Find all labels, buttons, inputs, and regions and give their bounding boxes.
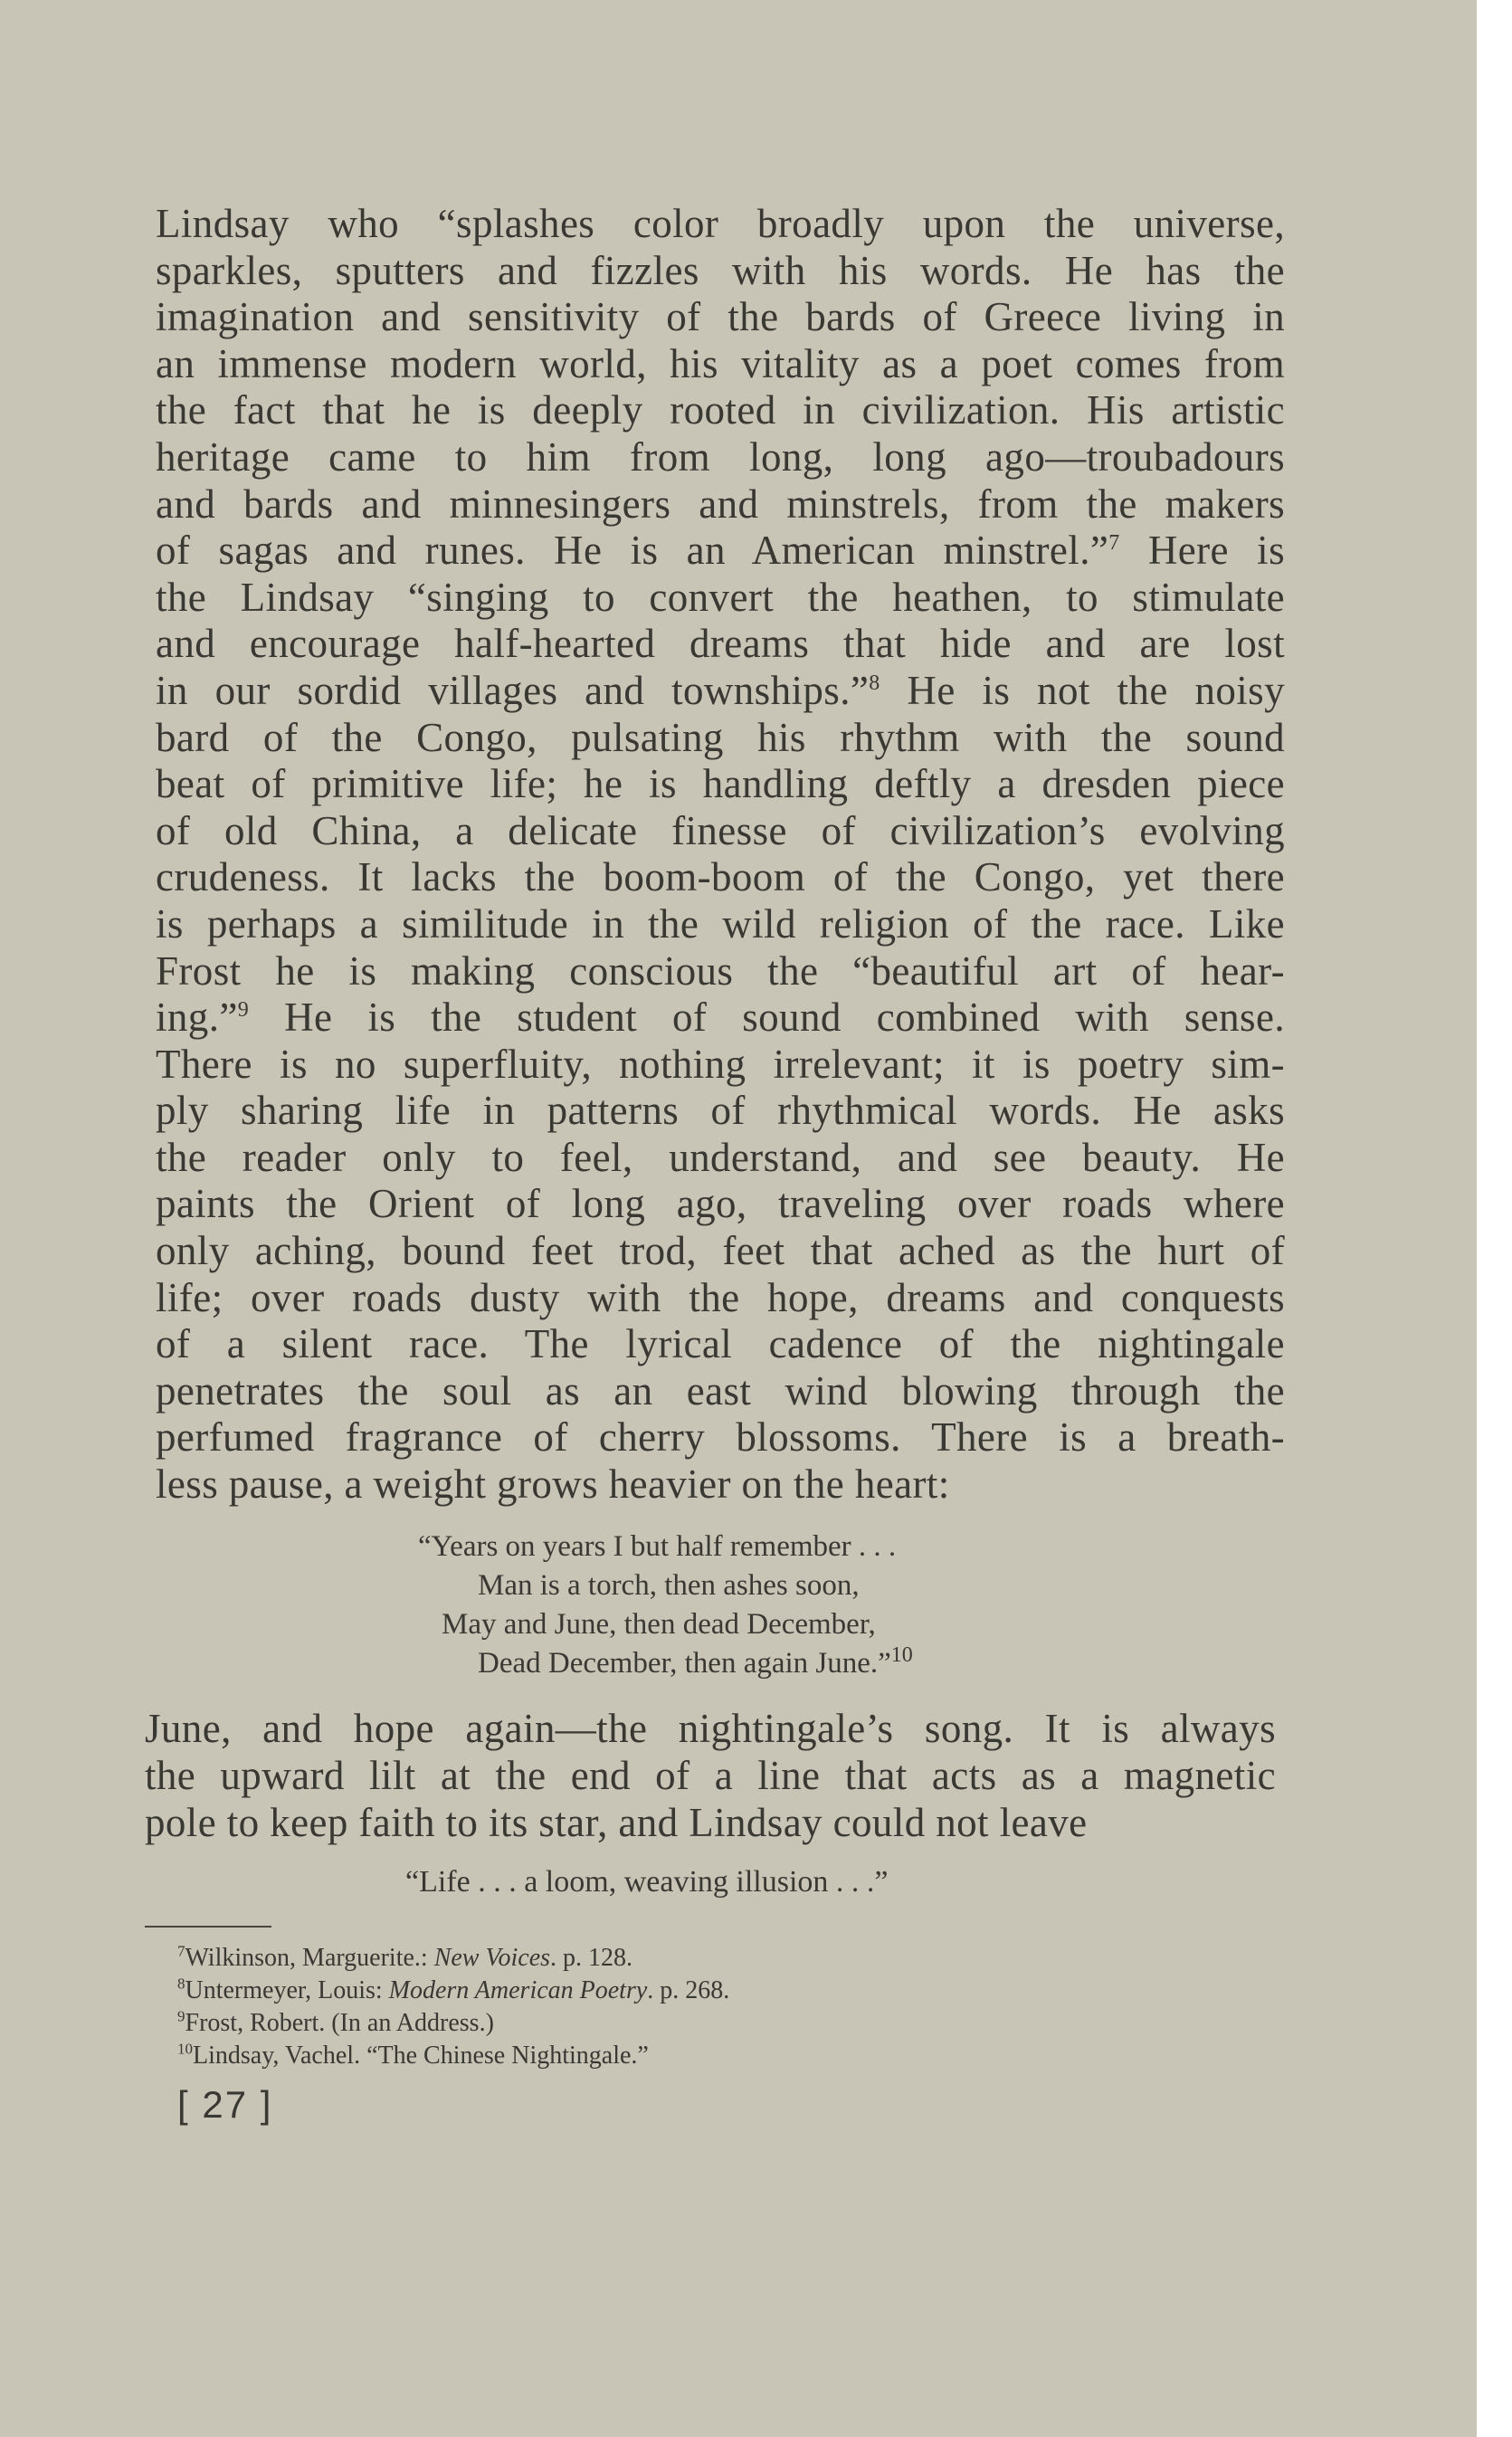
text-line: and encourage half-hearted dreams that hide and are lost — [156, 621, 1285, 667]
text-line: Frost he is making conscious the “beautiful art of hear- — [156, 947, 1285, 994]
footnote-divider — [145, 1926, 271, 1928]
footnote-7 — [177, 1942, 729, 1975]
text-line: sparkles, sputters and fizzles with his words. He has the — [156, 247, 1285, 293]
verse-line-with-footnote — [418, 1644, 913, 1683]
text-line: the reader only to feel, understand, and see beauty. He — [156, 1134, 1285, 1180]
text-segment: ing.” — [156, 995, 238, 1041]
text-line: life; over roads dusty with the hope, dreams and conquests — [156, 1274, 1285, 1320]
text-segment: He is not the noisy — [880, 667, 1285, 713]
footnote-8 — [177, 1975, 729, 2007]
footnote-rest: . p. 268. — [647, 1976, 730, 2004]
text-line: the Lindsay “singing to convert the heathen, to stimulate — [156, 574, 1285, 620]
text-line: an immense modern world, his vitality as a poet comes from — [156, 340, 1285, 386]
page-number: [ 27 ] — [177, 2083, 273, 2126]
life-quote: “Life . . . a loom, weaving illusion . . .” — [405, 1865, 889, 1899]
text-line: Lindsay who “splashes color broadly upon the universe, — [156, 201, 1285, 246]
text-line: of a silent race. The lyrical cadence of the nightingale — [156, 1321, 1285, 1367]
text-line: and bards and minnesingers and minstrels, from the makers — [156, 481, 1285, 527]
footnote-author: Lindsay, Vachel. “The Chinese Nightingale.” — [193, 2042, 649, 2070]
verse-line: Man is a torch, then ashes soon, — [478, 1569, 860, 1602]
verse-line: May and June, then dead December, — [442, 1608, 876, 1641]
text-line-with-footnote — [156, 528, 1285, 575]
footnote-9 — [177, 2007, 729, 2040]
text-line: beat of primitive life; he is handling deftly a dresden piece — [156, 761, 1285, 807]
verse-line: “Years on years I but half remember . . . — [418, 1530, 897, 1563]
text-segment: in our sordid villages and townships.” — [156, 667, 870, 713]
text-line: June, and hope again—the nightingale’s song. It is always — [145, 1706, 1276, 1751]
main-paragraph — [156, 201, 1285, 1509]
footnote-rest: . p. 128. — [550, 1944, 633, 1972]
footnote-author: Frost, Robert. (In an Address.) — [185, 2009, 494, 2037]
continuation-paragraph — [145, 1705, 1276, 1846]
footnotes — [177, 1942, 729, 2072]
text-segment: Here is — [1119, 528, 1286, 574]
footnote-ref-10: 10 — [890, 1643, 913, 1667]
text-line: paints the Orient of long ago, traveling over roads where — [156, 1181, 1285, 1227]
text-segment: Dead December, then again June.” — [478, 1647, 891, 1680]
footnote-author: Wilkinson, Marguerite.: — [185, 1944, 434, 1972]
text-line: is perhaps a similitude in the wild religion of the race. Like — [156, 900, 1285, 947]
text-line: pole to keep faith to its star, and Lindsay could not leave — [145, 1800, 1088, 1845]
text-line-with-footnote — [156, 668, 1285, 715]
text-line: There is no superfluity, nothing irrelevant; it is poetry sim- — [156, 1041, 1285, 1087]
footnote-ref-9: 9 — [237, 998, 250, 1023]
footnote-10 — [177, 2040, 729, 2072]
text-line: penetrates the soul as an east wind blowing through the — [156, 1367, 1285, 1414]
text-line: crudeness. It lacks the boom-boom of the Congo, yet there — [156, 854, 1285, 900]
text-line: the fact that he is deeply rooted in civilization. His artistic — [156, 387, 1285, 433]
text-line: bard of the Congo, pulsating his rhythm with the sound — [156, 714, 1285, 760]
text-line: the upward lilt at the end of a line that acts as a magnetic — [145, 1753, 1276, 1798]
text-line: heritage came to him from long, long ago—troubadours — [156, 433, 1285, 480]
text-segment: of sagas and runes. He is an American minstrel.” — [156, 528, 1109, 574]
footnote-number: 7 — [177, 1942, 185, 1960]
footnote-title: New Voices — [433, 1944, 551, 1972]
footnote-author: Untermeyer, Louis: — [185, 1976, 389, 2004]
footnote-ref-7: 7 — [1108, 531, 1120, 556]
page-edge — [1477, 0, 1512, 2437]
footnote-title: Modern American Poetry — [388, 1976, 648, 2004]
text-line: ply sharing life in patterns of rhythmical words. He asks — [156, 1088, 1285, 1134]
text-line: only aching, bound feet trod, feet that ached as the hurt of — [156, 1228, 1285, 1274]
footnote-number: 8 — [177, 1975, 185, 1993]
text-line: perfumed fragrance of cherry blossoms. There is a breath- — [156, 1414, 1285, 1461]
text-line: of old China, a delicate finesse of civilization’s evolving — [156, 807, 1285, 853]
text-line: less pause, a weight grows heavier on the heart: — [156, 1461, 950, 1508]
footnote-number: 9 — [177, 2007, 185, 2025]
text-line-with-footnote — [156, 995, 1285, 1042]
text-segment: He is the student of sound combined with sense. — [249, 995, 1285, 1041]
verse-quote — [418, 1528, 913, 1683]
footnote-ref-8: 8 — [869, 671, 880, 695]
text-line: imagination and sensitivity of the bards of Greece living in — [156, 294, 1285, 340]
footnote-number: 10 — [177, 2040, 193, 2058]
